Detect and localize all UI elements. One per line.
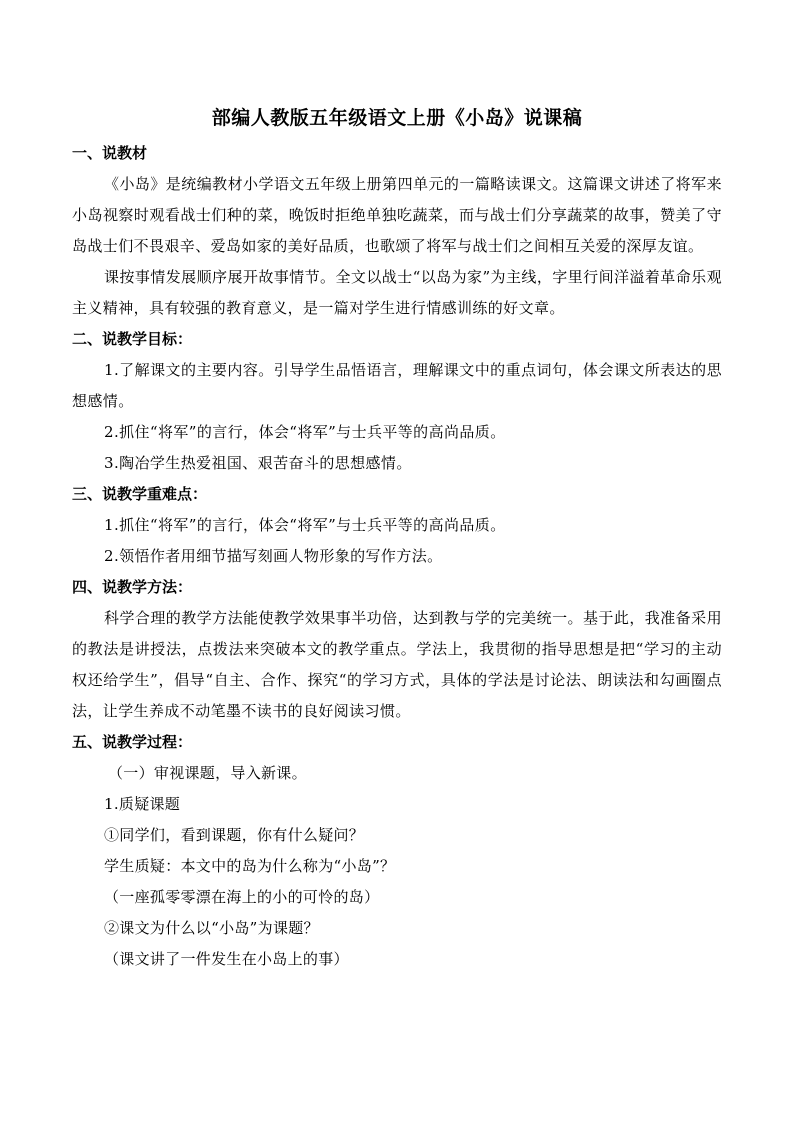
goal-item: 1.了解课文的主要内容。引导学生品悟语言，理解课文中的重点词句，体会课文所表达的思想感情。 — [72, 361, 722, 410]
section-heading-teaching-process: 五、说教学过程： — [72, 733, 193, 751]
process-line: （一座孤零零漂在海上的小的可怜的岛） — [104, 888, 380, 906]
section-heading-teaching-methods: 四、说教学方法： — [72, 578, 193, 596]
section-heading-teaching-goals: 二、说教学目标： — [72, 330, 193, 348]
document-body — [72, 138, 722, 975]
goal-item: 3.陶冶学生热爱祖国、艰苦奋斗的思想感情。 — [104, 454, 412, 472]
key-point-item: 1.抓住“将军”的言行，体会“将军”与士兵平等的高尚品质。 — [104, 516, 506, 534]
process-line: ①同学们，看到课题，你有什么疑问？ — [104, 826, 365, 844]
key-point-item: 2.领悟作者用细节描写刻画人物形象的写作方法。 — [104, 547, 443, 565]
process-line: 1.质疑课题 — [104, 795, 181, 813]
process-line: ②课文为什么以“小岛”为课题？ — [104, 919, 319, 937]
document-title: 部编人教版五年级语文上册《小岛》说课稿 — [211, 107, 583, 129]
section-heading-teaching-material: 一、说教材 — [72, 144, 148, 162]
section-heading-key-points: 三、说教学重难点： — [72, 485, 208, 503]
paragraph: 科学合理的教学方法能使教学效果事半功倍，达到教与学的完美统一。基于此，我准备采用的教法是讲授法，点拨法来突破本文的教学重点。学法上，我贯彻的指导思想是把“学习的主动权还给学生”，倡导“自主、合作、探究“的学习方式，具体的学法是讨论法、朗读法和勾画圈点法，让学生养成不动笔墨不读书的良好阅读习惯。 — [72, 609, 722, 720]
process-line: （课文讲了一件发生在小岛上的事） — [104, 950, 349, 968]
process-line: 学生质疑：本文中的岛为什么称为“小岛”？ — [104, 857, 396, 875]
paragraph: 课按事情发展顺序展开故事情节。全文以战士“以岛为家”为主线，字里行间洋溢着革命乐观主义精神，具有较强的教育意义，是一篇对学生进行情感训练的好文章。 — [72, 268, 722, 317]
paragraph: 《小岛》是统编教材小学语文五年级上册第四单元的一篇略读课文。这篇课文讲述了将军来小岛视察时观看战士们种的菜，晚饭时拒绝单独吃蔬菜，而与战士们分享蔬菜的故事，赞美了守岛战士们不畏艰辛、爱岛如家的美好品质，也歌颂了将军与战士们之间相互关爱的深厚友谊。 — [72, 175, 722, 255]
goal-item: 2.抓住“将军”的言行，体会“将军”与士兵平等的高尚品质。 — [104, 423, 506, 441]
process-line: （一）审视课题，导入新课。 — [108, 764, 307, 782]
